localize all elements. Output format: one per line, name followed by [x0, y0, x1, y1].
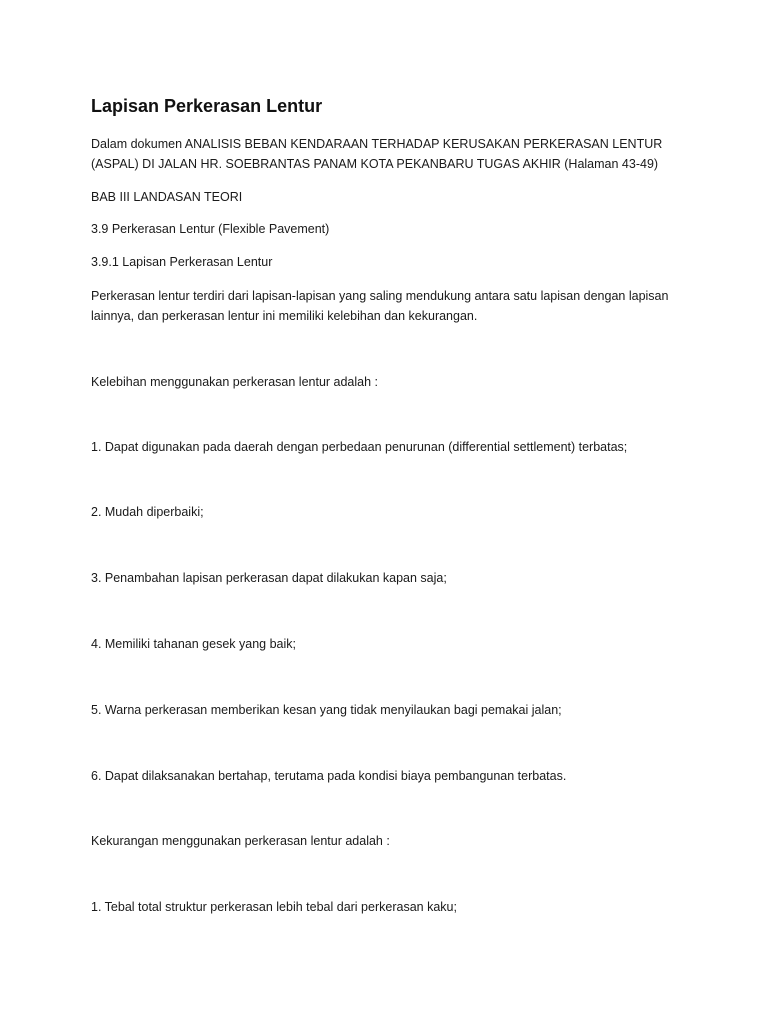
- subsection-heading: 3.9.1 Lapisan Perkerasan Lentur: [91, 255, 273, 269]
- chapter-heading: BAB III LANDASAN TEORI: [91, 190, 243, 204]
- advantage-item: 4. Memiliki tahanan gesek yang baik;: [91, 637, 296, 651]
- advantages-heading: Kelebihan menggunakan perkerasan lentur adalah :: [91, 375, 379, 389]
- document-title: Lapisan Perkerasan Lentur: [91, 96, 323, 116]
- advantage-item: 3. Penambahan lapisan perkerasan dapat dilakukan kapan saja;: [91, 571, 447, 585]
- disadvantages-heading: Kekurangan menggunakan perkerasan lentur adalah :: [91, 834, 390, 848]
- body-paragraph: Perkerasan lentur terdiri dari lapisan-lapisan yang saling mendukung antara satu lapisan dengan lapisan lainnya, dan perkerasan lentur ini memiliki kelebihan dan kekurangan.: [91, 289, 669, 323]
- disadvantage-item: 1. Tebal total struktur perkerasan lebih tebal dari perkerasan kaku;: [91, 900, 457, 914]
- advantage-item: 6. Dapat dilaksanakan bertahap, terutama pada kondisi biaya pembangunan terbatas.: [91, 769, 567, 783]
- advantage-item: 1. Dapat digunakan pada daerah dengan perbedaan penurunan (differential settlement) terbatas;: [91, 440, 628, 454]
- section-heading: 3.9 Perkerasan Lentur (Flexible Pavement): [91, 222, 330, 236]
- advantage-item: 5. Warna perkerasan memberikan kesan yang tidak menyilaukan bagi pemakai jalan;: [91, 703, 562, 717]
- intro-paragraph: Dalam dokumen ANALISIS BEBAN KENDARAAN TERHADAP KERUSAKAN PERKERASAN LENTUR (ASPAL) DI JALAN HR. SOEBRANTAS PANAM KOTA PEKANBARU TUGAS AKHIR (Halaman 43-49): [91, 137, 663, 171]
- advantage-item: 2. Mudah diperbaiki;: [91, 505, 204, 519]
